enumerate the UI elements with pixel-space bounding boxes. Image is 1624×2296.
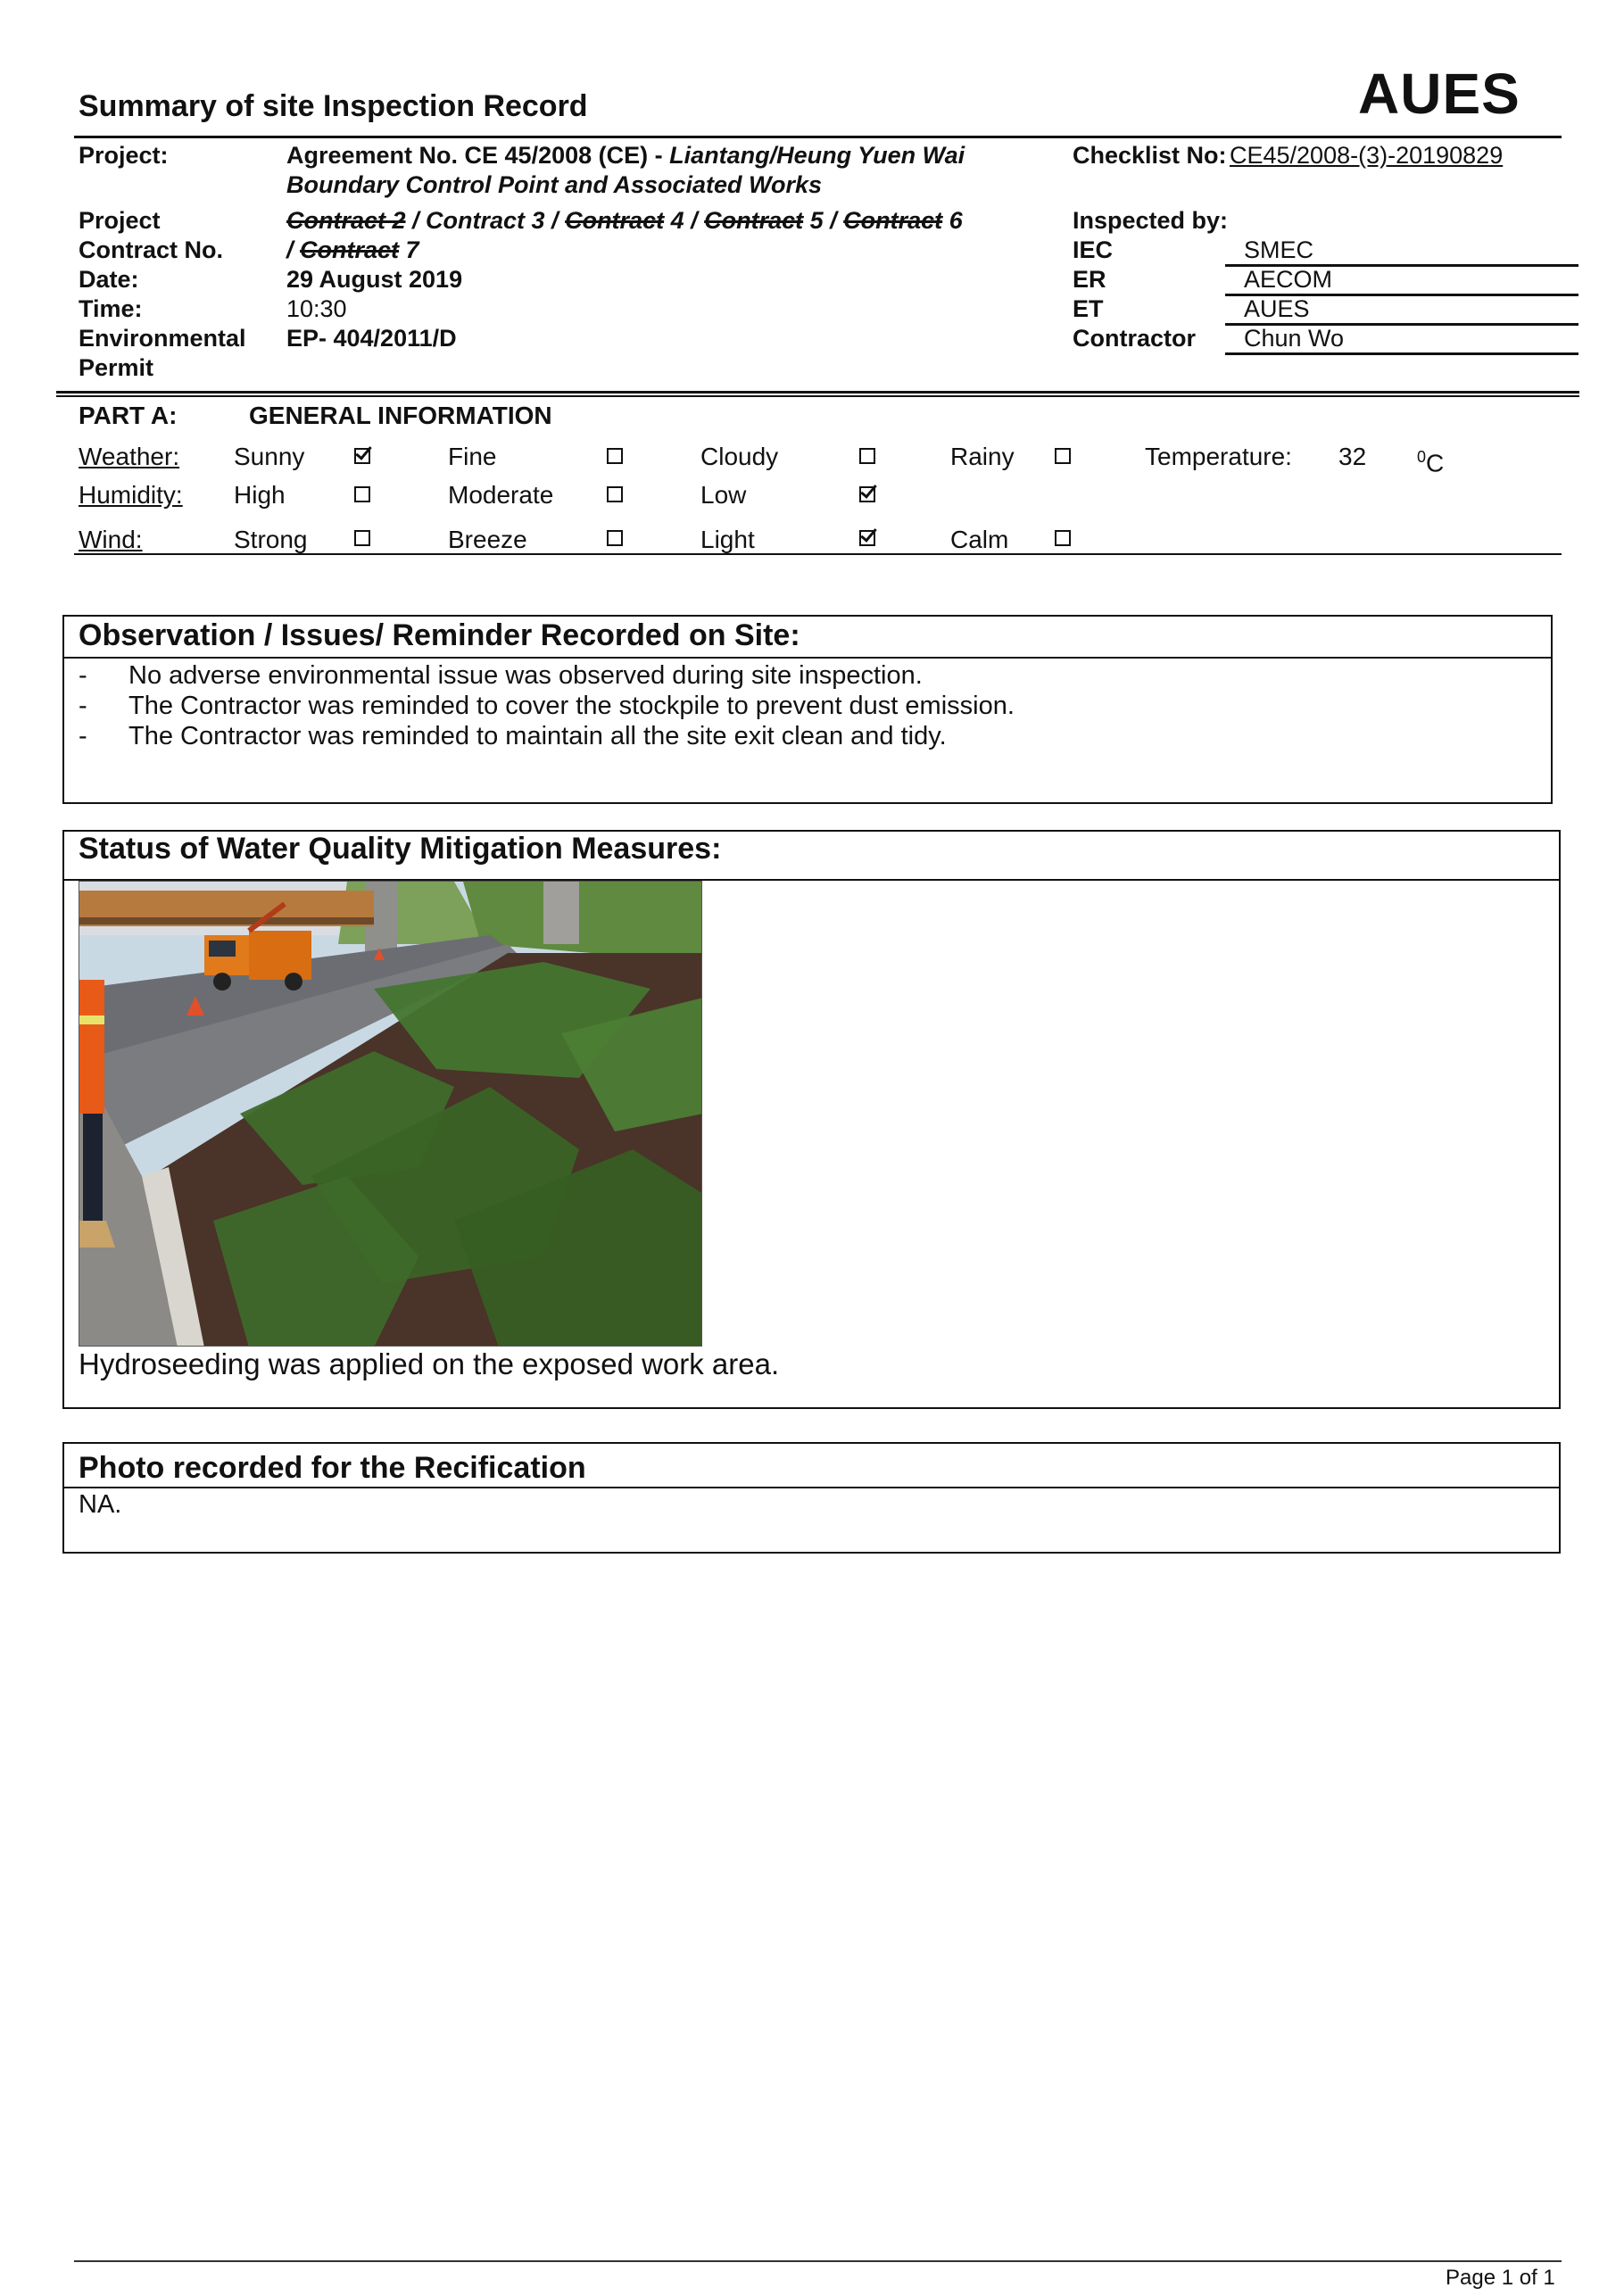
observation-item-3: - The Contractor was reminded to maintain all the site exit clean and tidy.	[79, 722, 947, 750]
agreement-number: Agreement No. CE 45/2008 (CE) -	[286, 142, 663, 169]
photo-caption: Hydroseeding was applied on the exposed work area.	[79, 1347, 780, 1380]
wind-checkbox-breeze[interactable]	[607, 530, 623, 546]
observation-item-2: - The Contractor was reminded to cover the stockpile to prevent dust emission.	[79, 692, 1015, 720]
contract-label-line2: Contract No.	[79, 236, 223, 263]
humidity-option-high: High	[234, 481, 286, 509]
time-label: Time:	[79, 295, 143, 322]
observation-text-3: The Contractor was reminded to maintain all the site exit clean and tidy.	[128, 722, 947, 750]
header-rule	[74, 136, 1562, 138]
wind-checkbox-strong[interactable]	[354, 530, 370, 546]
temperature-unit-sup: 0	[1417, 448, 1427, 466]
date-value: 29 August 2019	[286, 266, 463, 293]
wind-checkbox-light[interactable]	[859, 530, 875, 546]
observations-title-rule	[62, 657, 1553, 659]
contract-3: / Contract 3 /	[405, 207, 566, 234]
observations-title: Observation / Issues/ Reminder Recorded on Site:	[79, 618, 800, 652]
temperature-label: Temperature:	[1145, 443, 1292, 470]
observation-text-2: The Contractor was reminded to cover the stockpile to prevent dust emission.	[128, 692, 1015, 720]
wind-option-light: Light	[700, 526, 755, 553]
contract-7-num: 7	[399, 236, 419, 263]
weather-option-fine: Fine	[448, 443, 497, 470]
weather-option-sunny: Sunny	[234, 443, 305, 470]
humidity-label: Humidity:	[79, 481, 183, 509]
inspector-name-contractor: Chun Wo	[1244, 325, 1345, 352]
rectification-title: Photo recorded for the Recification	[79, 1451, 586, 1485]
weather-checkbox-rainy[interactable]	[1055, 448, 1071, 464]
project-description	[286, 141, 1000, 200]
site-photo	[79, 881, 702, 1347]
wind-option-breeze: Breeze	[448, 526, 527, 553]
contract-5-struck: Contract	[704, 207, 804, 234]
checklist-number: CE45/2008-(3)-20190829	[1230, 142, 1504, 169]
footer-rule	[74, 2260, 1562, 2262]
contract-4-struck: Contract	[565, 207, 665, 234]
contract-6-num: 6	[942, 207, 963, 234]
general-info-rule	[74, 553, 1562, 555]
contract-6-struck: Contract	[843, 207, 943, 234]
environmental-permit-value: EP- 404/2011/D	[286, 325, 457, 352]
inspector-name-er: AECOM	[1244, 266, 1333, 293]
weather-option-cloudy: Cloudy	[700, 443, 779, 470]
contract-list	[286, 206, 1000, 265]
ep-label-line2: Permit	[79, 354, 154, 381]
inspector-role-iec: IEC	[1073, 236, 1114, 263]
wind-label: Wind:	[79, 526, 143, 553]
contract-label-line1: Project	[79, 207, 161, 234]
contract-2-struck: Contract 2	[286, 207, 406, 234]
humidity-checkbox-low[interactable]	[859, 486, 875, 502]
weather-label: Weather:	[79, 443, 180, 470]
section-double-rule-top	[56, 391, 1579, 394]
inspector-name-et: AUES	[1244, 295, 1310, 322]
inspector-name-iec: SMEC	[1244, 236, 1314, 263]
site-photo-illustration	[79, 882, 702, 1347]
time-value: 10:30	[286, 295, 347, 322]
checklist-label: Checklist No:	[1073, 142, 1227, 169]
weather-checkbox-cloudy[interactable]	[859, 448, 875, 464]
observation-text-1: No adverse environmental issue was observed during site inspection.	[128, 661, 923, 690]
weather-checkbox-fine[interactable]	[607, 448, 623, 464]
weather-checkbox-sunny[interactable]	[354, 448, 370, 464]
wind-option-calm: Calm	[950, 526, 1009, 553]
document-title: Summary of site Inspection Record	[79, 89, 588, 123]
environmental-permit-label	[79, 324, 246, 383]
wind-option-strong: Strong	[234, 526, 308, 553]
temperature-unit-c: C	[1426, 449, 1445, 477]
ep-label-line1: Environmental	[79, 325, 246, 352]
contract-line2-prefix: /	[286, 236, 301, 263]
inspected-by-label: Inspected by:	[1073, 207, 1229, 234]
part-a-heading: GENERAL INFORMATION	[249, 402, 552, 429]
wind-checkbox-calm[interactable]	[1055, 530, 1071, 546]
contract-4-num: 4 /	[664, 207, 705, 234]
temperature-unit	[1417, 442, 1444, 478]
contract-5-num: 5 /	[803, 207, 844, 234]
rectification-value: NA.	[79, 1490, 122, 1519]
section-double-rule-bottom	[56, 395, 1579, 397]
rectification-title-rule	[62, 1487, 1561, 1488]
project-name-line1: Liantang/Heung Yuen Wai	[669, 142, 965, 169]
water-quality-title: Status of Water Quality Mitigation Measures:	[79, 832, 722, 866]
part-a-label: PART A:	[79, 402, 178, 429]
inspector-role-et: ET	[1073, 295, 1104, 322]
inspector-line-contractor	[1225, 352, 1578, 355]
humidity-checkbox-moderate[interactable]	[607, 486, 623, 502]
inspector-role-contractor: Contractor	[1073, 325, 1197, 352]
inspector-role-er: ER	[1073, 266, 1106, 293]
project-name-line2: Boundary Control Point and Associated Works	[286, 171, 823, 198]
humidity-option-low: Low	[700, 481, 747, 509]
humidity-checkbox-high[interactable]	[354, 486, 370, 502]
date-label: Date:	[79, 266, 139, 293]
page-number: Page 1 of 1	[1446, 2266, 1555, 2290]
weather-option-rainy: Rainy	[950, 443, 1015, 470]
observation-item-1: - No adverse environmental issue was observed during site inspection.	[79, 661, 923, 690]
contract-no-label	[79, 206, 223, 265]
contract-7-struck: Contract	[300, 236, 400, 263]
humidity-option-moderate: Moderate	[448, 481, 554, 509]
temperature-value: 32	[1338, 443, 1367, 470]
company-logo: AUES	[1358, 62, 1520, 126]
project-label: Project:	[79, 142, 169, 169]
